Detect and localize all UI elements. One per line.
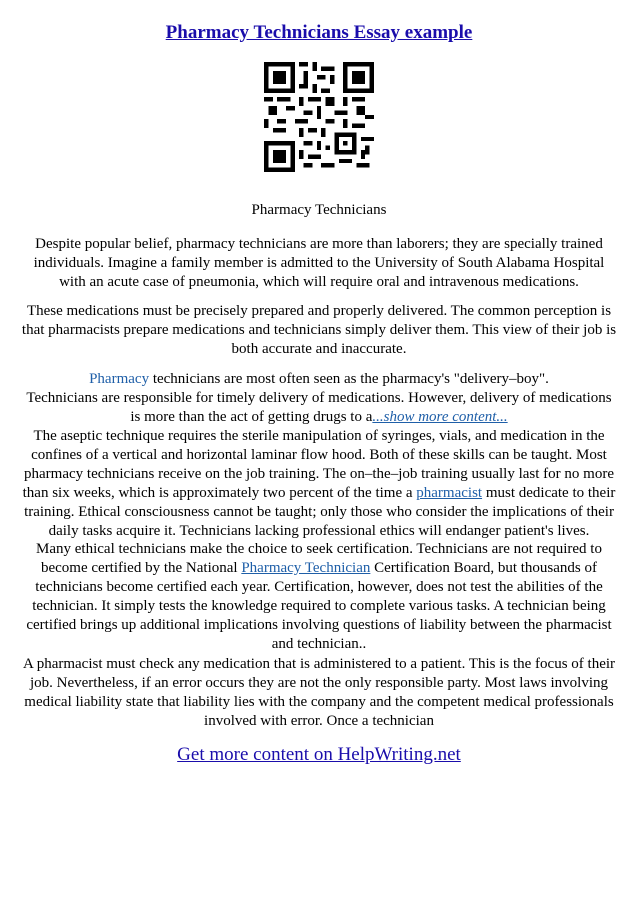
pharmacy-link[interactable]: Pharmacy bbox=[89, 371, 150, 387]
paragraph-5: A pharmacist must check any medication that is administered to a patient. This is the focus of their job. Nevertheless, if an error occurs they are not the only responsible party. Most laws involving medical liability state that liability lies with the company and the competent medical professionals involved with error. Once a technician bbox=[22, 656, 616, 729]
paragraph-3-line2: Technicians are responsible for timely delivery of medications. However, delivery of medications is more than the act of getting drugs to a bbox=[26, 390, 612, 425]
paragraph-4-text1: Many ethical technicians make the choice to seek certification. Technicians are not required to become certified by the National bbox=[36, 541, 602, 576]
paragraph-3 bbox=[20, 370, 618, 541]
pharmacy-technician-link[interactable]: Pharmacy Technician bbox=[241, 560, 371, 576]
show-more-link[interactable]: ...show more content... bbox=[372, 409, 508, 425]
essay-heading: Pharmacy Technicians bbox=[251, 202, 387, 218]
paragraph-4-text2: Certification Board, but thousands of technicians become certified each year. Certification, however, does not test the abilities of the technician. It simply tests the knowledge required to complete various tasks. A technician being certified brings up additional implications involving questions of liability between the pharmacist and technician.. bbox=[26, 560, 612, 652]
paragraph-3-text: technicians are most often seen as the pharmacy's "delivery–boy". bbox=[149, 371, 549, 387]
paragraph-1: Despite popular belief, pharmacy technicians are more than laborers; they are specially trained individuals. Imagine a family member is admitted to the University of South Alabama Hospital with an acute case of pneumonia, which will require oral and intravenous medications. bbox=[33, 236, 605, 290]
paragraph-2: These medications must be precisely prepared and properly delivered. The common perception is that pharmacists prepare medications and technicians simply deliver them. This view of their job is both accurate and inaccurate. bbox=[21, 303, 617, 357]
paragraph-3-line3: The aseptic technique requires the sterile manipulation of syringes, vials, and medication in the confines of a vertical and horizontal laminar flow hood. Both of these skills can be taught. Most pharmacy technicians receive on the job training. The on–the–job training usually last for no more than six weeks, which is approximately two percent of the time a bbox=[22, 428, 614, 501]
pharmacist-link[interactable]: pharmacist bbox=[416, 485, 483, 501]
paragraph-4 bbox=[20, 540, 618, 654]
qr-code-icon bbox=[264, 62, 374, 172]
paragraph-3-line4: must dedicate to their training. Ethical consciousness cannot be taught; only those who consider the implications of their daily tasks acquire it. Technicians lacking professional ethics will endanger patient's lives. bbox=[24, 485, 616, 539]
document-title[interactable]: Pharmacy Technicians Essay example bbox=[165, 22, 473, 43]
get-more-content-link[interactable]: Get more content on HelpWriting.net bbox=[177, 744, 461, 765]
